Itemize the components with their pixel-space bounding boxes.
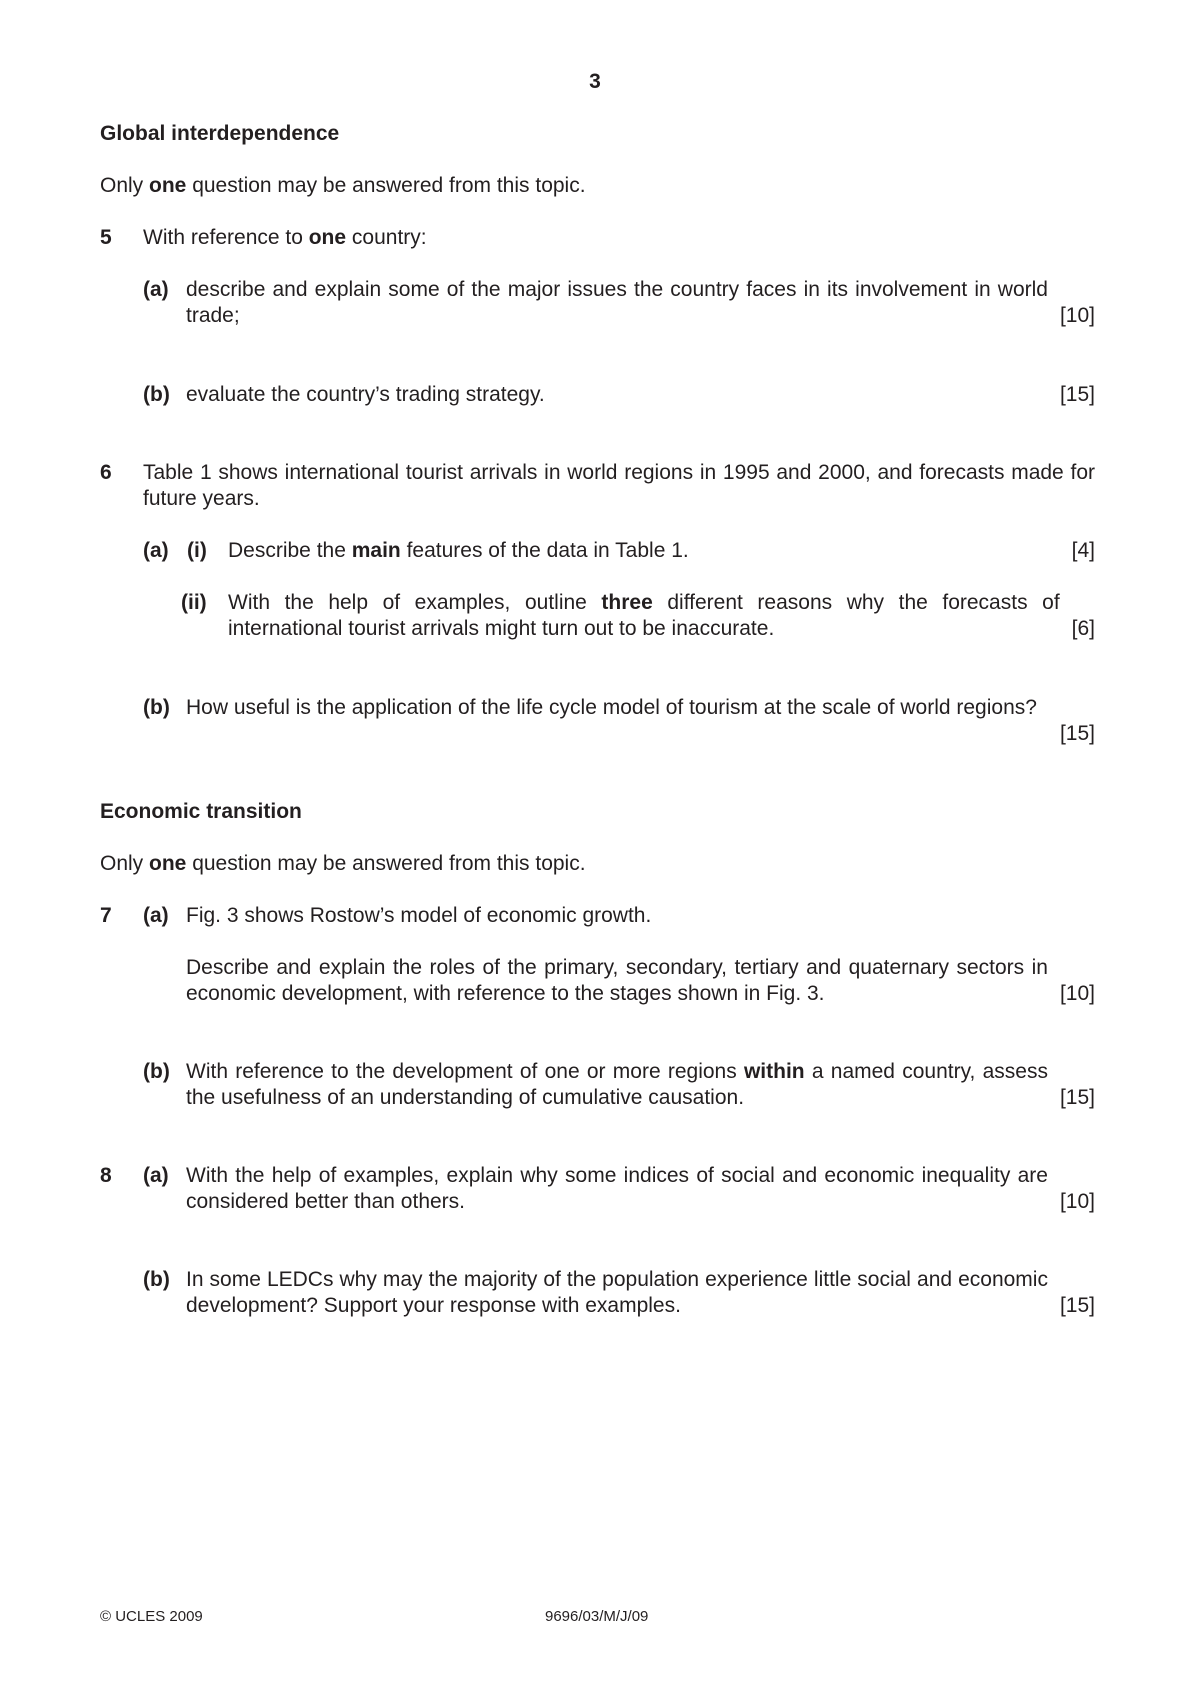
question-6b-text: How useful is the application of the life cycle model of tourism at the scale of world regions? (186, 696, 1037, 719)
footer-paper-code: 9696/03/M/J/09 (545, 1608, 649, 1625)
question-5b-text: evaluate the country’s trading strategy. (186, 383, 545, 406)
question-7b-text: [15] With reference to the development of one or more regions within a named country, assess the usefulness of an understanding of cumulative causation. (186, 1060, 1095, 1109)
question-5-stem: With reference to one country: (143, 226, 427, 249)
part-label-7b: (b) (143, 1060, 170, 1083)
part-label-5a: (a) (143, 278, 169, 301)
question-number-7: 7 (100, 904, 112, 927)
part-label-7a: (a) (143, 904, 169, 927)
part-label-6b: (b) (143, 696, 170, 719)
mark-5b: [15] (1059, 383, 1095, 406)
question-7a-text: [10] Describe and explain the roles of the primary, secondary, tertiary and quaternary sectors in economic development, with reference to the stages shown in Fig. 3. (186, 956, 1095, 1005)
question-number-8: 8 (100, 1164, 112, 1187)
mark-7b: [15] (1059, 1086, 1095, 1109)
part-label-5b: (b) (143, 383, 170, 406)
part-label-6a-i: (i) (187, 539, 207, 562)
mark-6b: [15] (1059, 722, 1095, 745)
question-8b-text: [15] In some LEDCs why may the majority of the population experience little social and economic development? Support your response with examples. (186, 1268, 1095, 1317)
mark-6a-ii: [6] (1071, 617, 1095, 640)
mark-6a-i: [4] (1071, 539, 1095, 562)
section-instruction: Only one question may be answered from this topic. (100, 852, 586, 875)
section-heading-economic-transition: Economic transition (100, 800, 302, 823)
question-5a-text: [10] describe and explain some of the major issues the country faces in its involvement in world trade; (186, 278, 1095, 327)
mark-8b: [15] (1059, 1294, 1095, 1317)
question-6-stem: Table 1 shows international tourist arrivals in world regions in 1995 and 2000, and forecasts made for future years. (143, 461, 1095, 510)
question-6a-ii-text: [6] With the help of examples, outline three different reasons why the forecasts of international tourist arrivals might turn out to be inaccurate. (228, 591, 1095, 640)
question-number-5: 5 (100, 226, 112, 249)
mark-5a: [10] (1059, 304, 1095, 327)
section-heading-global-interdependence: Global interdependence (100, 122, 340, 145)
mark-8a: [10] (1059, 1190, 1095, 1213)
page-number: 3 (589, 70, 601, 93)
question-8a-text: [10] With the help of examples, explain why some indices of social and economic inequality are considered better than others. (186, 1164, 1095, 1213)
part-label-6a-ii: (ii) (181, 591, 207, 614)
part-label-8a: (a) (143, 1164, 169, 1187)
footer-copyright: © UCLES 2009 (100, 1608, 203, 1625)
question-number-6: 6 (100, 461, 112, 484)
question-7a-intro: Fig. 3 shows Rostow’s model of economic growth. (186, 904, 652, 927)
question-6a-i-text: Describe the main features of the data in Table 1. (228, 539, 689, 562)
mark-7a: [10] (1059, 982, 1095, 1005)
part-label-6a: (a) (143, 539, 169, 562)
section-instruction: Only one question may be answered from this topic. (100, 174, 586, 197)
part-label-8b: (b) (143, 1268, 170, 1291)
